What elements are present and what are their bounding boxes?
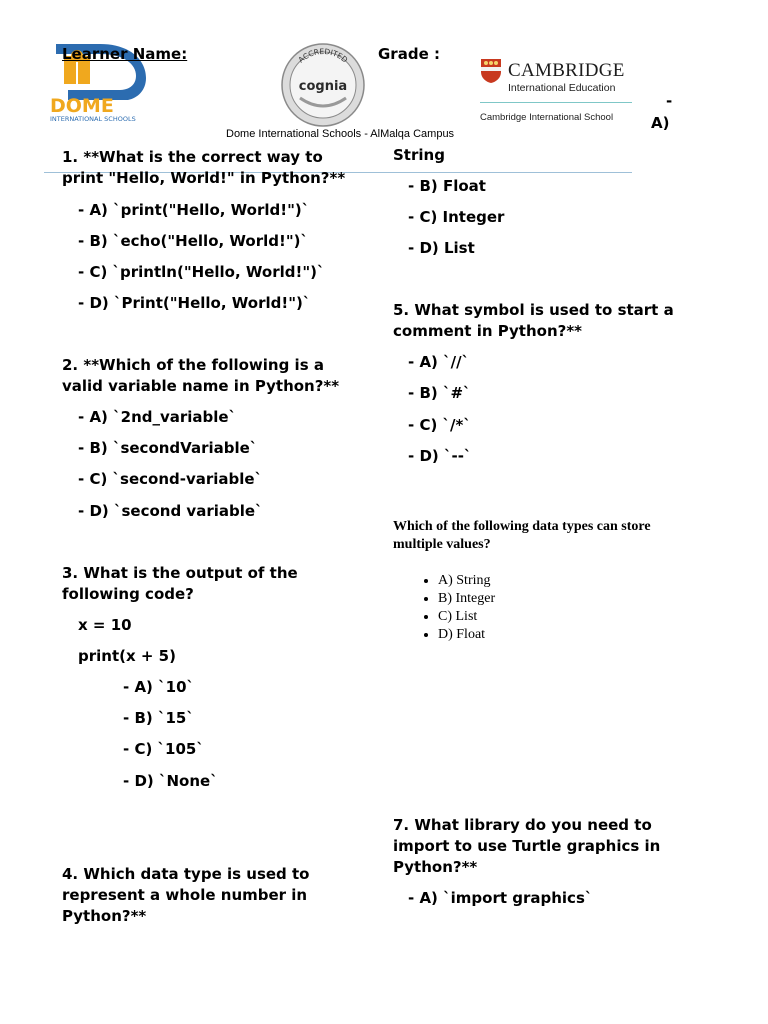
question-6-line-1: Which of the following data types can store: [393, 519, 651, 534]
learner-name-label: Learner Name:: [62, 45, 188, 63]
question-1: [62, 147, 345, 189]
question-5-line-1: 5. What symbol is used to start a: [393, 301, 674, 319]
question-1-line-1: 1. **What is the correct way to: [62, 148, 323, 166]
question-7-line-2: import to use Turtle graphics in: [393, 837, 661, 855]
question-4-line-2: represent a whole number in: [62, 886, 308, 904]
question-7: [393, 815, 660, 878]
cognia-seal-graphic: [280, 42, 366, 128]
q5-option-a: - A) `//`: [408, 353, 470, 371]
q2-option-a: - A) `2nd_variable`: [78, 408, 237, 426]
q2-option-b: - B) `secondVariable`: [78, 439, 258, 457]
question-2-line-2: valid variable name in Python?**: [62, 377, 340, 395]
question-3-line-1: 3. What is the output of the: [62, 564, 298, 582]
q4-option-b: - B) Float: [408, 177, 486, 195]
question-7-line-3: Python?**: [393, 858, 478, 876]
question-7-line-1: 7. What library do you need to: [393, 816, 652, 834]
q2-option-d: - D) `second variable`: [78, 502, 263, 520]
q6-options-list: [393, 572, 495, 644]
q6-option-c: • C) List: [438, 608, 495, 626]
q1-option-b: - B) `echo("Hello, World!")`: [78, 232, 309, 250]
q2-option-c: - C) `second-variable`: [78, 470, 263, 488]
q3-option-c: - C) `105`: [123, 740, 204, 758]
cognia-seal: [280, 42, 366, 128]
cambridge-divider: [480, 102, 632, 103]
stray-answer-label: A): [651, 114, 670, 132]
question-6-line-2: multiple values?: [393, 537, 491, 552]
q6-option-a: • A) String: [438, 572, 495, 590]
q5-option-c: - C) `/*`: [408, 416, 471, 434]
cambridge-logo: [480, 58, 636, 128]
seal-brand: cognia: [298, 79, 348, 94]
question-1-line-2: print "Hello, World!" in Python?**: [62, 169, 346, 187]
q3-option-b: - B) `15`: [123, 709, 194, 727]
q7-option-a: - A) `import graphics`: [408, 889, 593, 907]
question-5: [393, 300, 674, 342]
question-4-line-3: Python?**: [62, 907, 147, 925]
q4-option-c: - C) Integer: [408, 208, 505, 226]
question-4-line-1: 4. Which data type is used to: [62, 865, 310, 883]
q6-option-b: • B) Integer: [438, 590, 495, 608]
question-3: [62, 563, 298, 605]
dome-wordmark: DOME: [50, 95, 114, 117]
q6-option-d: • D) Float: [438, 626, 495, 644]
q3-code-line-1: x = 10: [78, 616, 132, 634]
cambridge-wordmark: CAMBRIDGE: [508, 60, 625, 81]
question-2: [62, 355, 339, 397]
seal-top-text: ACCREDITED: [296, 46, 350, 65]
q1-option-a: - A) `print("Hello, World!")`: [78, 201, 310, 219]
question-5-line-2: comment in Python?**: [393, 322, 583, 340]
cambridge-crest-icon: [480, 58, 502, 84]
question-3-line-2: following code?: [62, 585, 194, 603]
q3-option-d: - D) `None`: [123, 772, 218, 790]
cambridge-footer: Cambridge International School: [480, 112, 614, 123]
campus-line: Dome International Schools - AlMalqa Campus: [226, 128, 455, 140]
question-6: [393, 518, 651, 554]
dome-subtitle: INTERNATIONAL SCHOOLS: [50, 115, 136, 123]
q5-option-b: - B) `#`: [408, 384, 471, 402]
stray-dash: -: [666, 92, 673, 110]
question-4: [62, 864, 309, 927]
question-2-line-1: 2. **Which of the following is a: [62, 356, 324, 374]
q1-option-d: - D) `Print("Hello, World!")`: [78, 294, 311, 312]
cambridge-subtitle: International Education: [508, 82, 616, 94]
grade-label: Grade :: [378, 45, 440, 63]
q3-code-line-2: print(x + 5): [78, 647, 176, 665]
q3-option-a: - A) `10`: [123, 678, 195, 696]
q4-continued-string: String: [393, 146, 445, 164]
q5-option-d: - D) `--`: [408, 447, 472, 465]
q4-option-d: - D) List: [408, 239, 475, 257]
q1-option-c: - C) `println("Hello, World!")`: [78, 263, 325, 281]
